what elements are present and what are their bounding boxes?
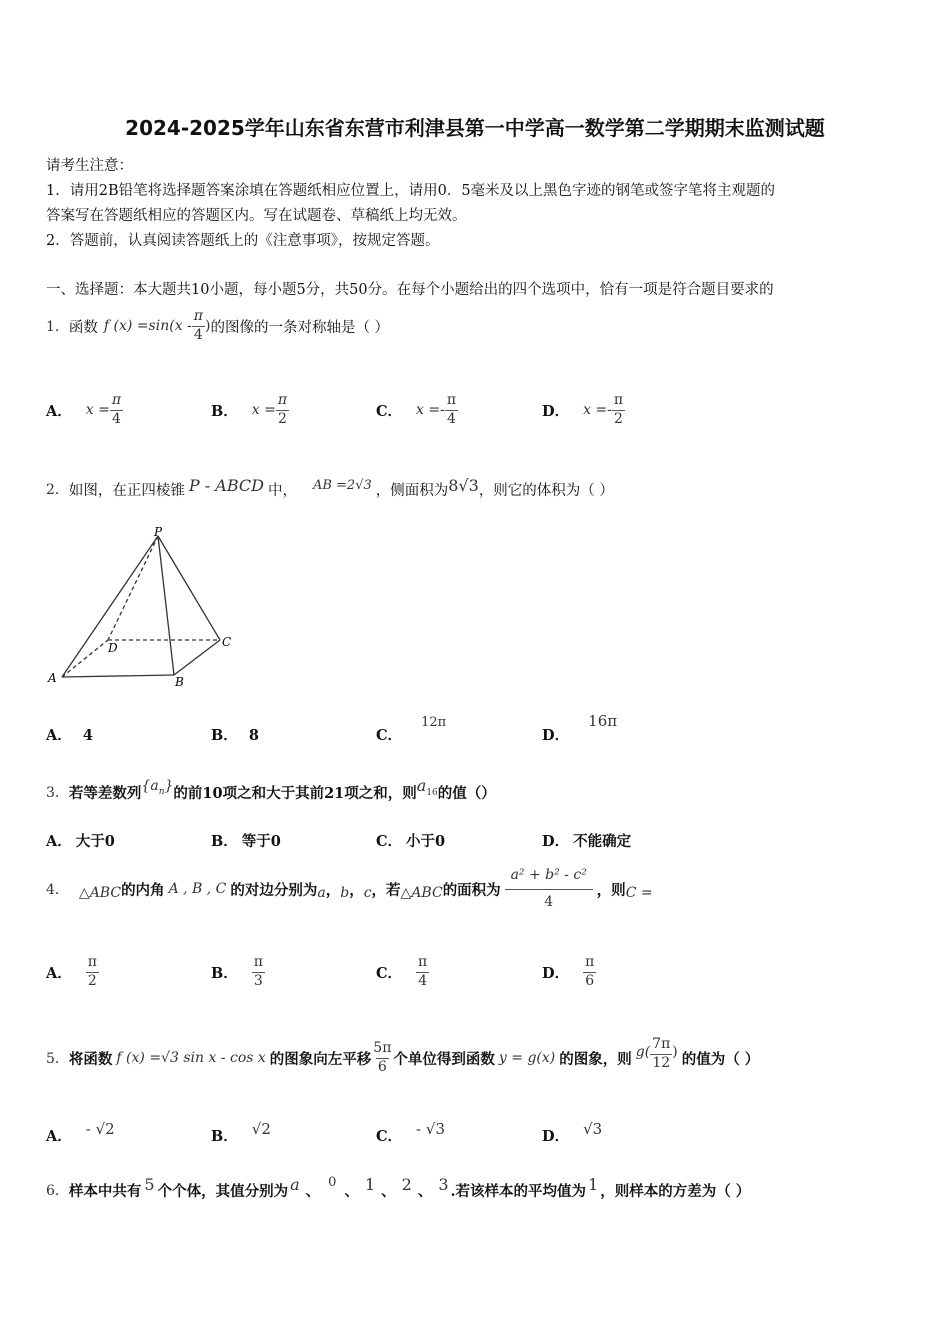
q6-p3: ，则样本的方差为（ ） [600,1182,751,1200]
q2-option-d-text: 16π [588,712,618,730]
q1-option-d[interactable] [542,388,625,432]
q6-sep1: 、 [305,1182,321,1200]
q5-prefix: 将函数 [68,1050,113,1068]
q5-option-a-text: - √2 [85,1120,115,1138]
q1-option-c-fraction [445,392,458,428]
q6-sep3: 、 [381,1182,396,1200]
q5-option-c[interactable] [376,1118,445,1152]
edge-pb [158,536,174,675]
q4-option-a[interactable] [46,950,99,994]
q4-option-c-fraction [416,954,429,990]
q5-g-close: ) [672,1044,678,1060]
edge-pd [108,536,158,640]
q5-mid: 的图象向左平移 [269,1050,372,1068]
q4-option-c[interactable] [376,950,429,994]
q4-p2: 的对边分别为 [230,881,318,899]
q4-option-d-num: π [585,954,595,970]
q5-mid2: 个单位得到函数 [393,1050,495,1068]
q2-area: 8√3 [448,475,479,495]
section-heading: 一、选择题：本大题共10小题，每小题5分，共50分。在每个小题给出的四个选项中，恰有一项是符合题目要求的 [46,282,774,298]
q4-p1: 的内角 [121,881,165,899]
q6-sep4: 、 [417,1182,433,1200]
q4-option-d-den: 6 [585,972,595,989]
q2-option-b-label: B． [211,727,238,744]
q2-solid: P - ABCD [188,475,264,495]
q3-term-sub: 16 [426,788,438,799]
q3-option-a-label: A． [46,833,72,850]
q3-option-d-label: D． [542,833,570,850]
q3-term [417,776,438,798]
question-4 [46,864,653,914]
q5-g-prefix: g( [635,1044,651,1060]
q4-angles: A , B , C [168,881,227,897]
q3-option-b[interactable] [211,830,281,851]
q2-option-c-text: 12π [421,715,447,730]
q4-option-a-fraction [86,954,99,990]
q3-option-c-label: C． [376,833,403,850]
q1-function-fraction [192,308,205,344]
q3-option-b-label: B． [211,833,238,850]
q1-option-a-fraction [110,392,123,428]
q4-option-c-label: C． [376,964,403,982]
q1-option-a-den: 4 [111,410,121,427]
q3-option-b-text: 等于0 [241,833,281,850]
q3-number: 3． [46,785,69,801]
q1-option-b-fraction [276,392,289,428]
q3-seq-close: } [164,777,174,794]
q4-side-c: c [363,885,372,901]
edge-bc [174,640,220,675]
q4-triangle: △ABC [78,885,122,901]
q1-option-d-fraction [612,392,625,428]
q1-fraction-num: π [193,308,203,324]
q1-option-b-num: π [277,392,288,408]
q5-option-c-text: - √3 [416,1120,445,1138]
q4-side-a: a [317,885,326,901]
q6-count: 5 [144,1174,155,1194]
q6-value-a: a [290,1174,300,1194]
q4-p3: ，若 [371,881,401,899]
q6-number: 6． [46,1183,69,1199]
q3-option-a-text: 大于0 [75,833,115,850]
q2-option-a-label: A． [46,727,72,744]
q4-option-a-num: π [87,954,97,970]
q4-triangle-2: △ABC [400,885,443,901]
q5-g-num: 7π [652,1036,671,1052]
q3-seq-sub: n [158,786,165,797]
q3-option-c-text: 小于0 [406,833,446,850]
q1-option-c-lhs: x =- [416,402,445,418]
q1-suffix: 的图像的一条对称轴是（ ） [210,319,390,336]
question-5 [46,1032,759,1084]
q3-option-a[interactable] [46,830,115,851]
q5-option-b-text: √2 [251,1120,271,1138]
q6-value-1: 1 [364,1174,376,1194]
edge-pc [158,536,220,640]
pyramid-figure [44,522,244,692]
q1-option-b-lhs: x = [251,402,276,418]
q5-option-c-label: C． [376,1127,403,1145]
q3-term-a: a [416,775,427,795]
q1-option-a-lhs: x = [85,402,110,418]
q4-ask: C = [625,885,653,901]
q1-number: 1． [46,319,69,335]
q2-option-d[interactable] [542,712,618,745]
q3-post: 的值（） [437,784,496,802]
q2-option-a-text: 4 [82,727,93,744]
q1-option-d-den: 2 [614,410,623,427]
q5-option-b[interactable] [211,1118,271,1152]
q4-option-b-label: B． [211,964,238,982]
q6-p2: .若该样本的平均值为 [450,1182,587,1200]
q1-prefix: 函数 [68,319,98,336]
q2-prefix: 如图，在正四棱锥 [68,482,185,499]
question-3 [46,776,496,808]
page-title: 2024-2025学年山东省东营市利津县第一中学高一数学第二学期期末监测试题 [125,116,825,140]
question-2 [46,472,614,506]
q4-area-num: a² + b² - c² [510,867,587,883]
q1-option-a[interactable] [46,388,123,432]
q5-function: f (x) =√3 sin x - cos x [116,1050,266,1066]
label-d: D [108,641,118,655]
label-b: B [175,675,184,689]
q5-option-d[interactable] [542,1118,602,1152]
q5-option-b-label: B． [211,1127,238,1145]
q6-value-2: 2 [401,1174,412,1194]
notice-heading: 请考生注意： [46,158,133,174]
q1-function: f (x) =sin(x - [103,318,192,334]
q1-option-b-den: 2 [277,410,287,427]
q4-option-b-den: 3 [253,972,263,989]
q4-number: 4． [46,882,69,898]
q2-option-a[interactable] [46,724,93,745]
q2-option-c-label: C． [376,727,403,744]
q4-area-fraction [505,867,593,911]
q5-option-a-label: A． [46,1127,72,1145]
q5-g-fraction [650,1036,672,1072]
q5-mid3: 的图象，则 [559,1050,632,1068]
q4-sep2: ， [349,881,364,899]
question-6 [46,1172,750,1208]
label-p: P [154,525,163,539]
q4-p4: 的面积为 [442,881,501,899]
q1-option-c[interactable] [376,388,458,432]
q1-option-d-label: D． [542,402,570,420]
q5-option-d-text: √3 [583,1120,603,1138]
q6-mean: 1 [588,1174,599,1194]
label-a: A [48,671,57,685]
q2-post2: ，则它的体积为（ ） [478,482,614,499]
q3-option-d[interactable] [542,830,631,851]
q3-mid: 的前10项之和大于其前21项之和，则 [173,784,417,802]
q1-option-c-den: 4 [447,410,456,427]
q6-value-3: 3 [438,1174,449,1194]
q4-option-d-label: D． [542,964,570,982]
q1-option-a-num: π [111,392,122,408]
q4-option-a-den: 2 [87,972,97,989]
q3-seq-open: {a [141,777,159,794]
q1-option-d-lhs: x =- [583,402,612,418]
q5-post: 的值为（ ） [681,1050,760,1068]
q1-option-c-label: C． [376,402,403,420]
q1-option-a-label: A． [46,402,72,420]
notice-line2: 2．答题前，认真阅读答题纸上的《注意事项》，按规定答题。 [46,233,440,249]
q4-option-d-fraction [583,954,596,990]
q6-p1: 个个体，其值分别为 [157,1182,289,1200]
q1-option-b-label: B． [211,402,238,420]
q6-sep2: 、 [344,1182,359,1200]
q6-value-0: 0 [328,1174,337,1190]
q4-option-c-num: π [418,954,428,970]
edge-pa [62,536,158,677]
q5-option-a[interactable] [46,1118,115,1152]
q3-option-d-text: 不能确定 [573,833,632,850]
q5-shift-num: 5π [373,1040,392,1056]
q2-option-d-label: D． [542,727,570,744]
q5-g-den: 12 [652,1054,671,1071]
edge-ad [62,640,108,677]
notice-line1b: 答案写在答题纸相应的答题区内。写在试题卷、草稿纸上均无效。 [46,208,467,224]
question-1 [46,304,389,348]
q4-option-c-den: 4 [418,972,428,989]
q2-option-b[interactable] [211,724,259,745]
q2-option-b-text: 8 [248,727,259,744]
q2-mid: 中， [267,482,297,499]
q1-option-c-num: π [446,392,457,408]
q4-option-a-label: A． [46,964,72,982]
q4-sep1: ， [325,881,341,899]
q6-prefix: 样本中共有 [68,1182,142,1200]
q5-option-d-label: D． [542,1127,570,1145]
q4-area-den: 4 [505,889,593,912]
q4-option-b-num: π [253,954,263,970]
q5-shift-den: 6 [377,1058,387,1075]
q4-option-b-fraction [252,954,265,990]
q2-post1: ，侧面积为 [375,482,449,499]
q5-number: 5． [46,1051,69,1067]
q1-option-d-num: π [613,392,624,408]
q4-option-b[interactable] [211,950,265,994]
q3-option-c[interactable] [376,830,445,851]
q2-number: 2． [46,482,69,498]
q1-function-close: ) [204,318,211,334]
q3-prefix: 若等差数列 [68,784,142,802]
q4-p5: ，则 [596,881,626,899]
q4-option-d[interactable] [542,950,596,994]
q4-side-b: b [340,885,350,901]
q5-shift-fraction [371,1040,393,1076]
edge-ab [62,675,174,677]
q1-fraction-den: 4 [193,326,203,343]
q5-g-function: y = g(x) [498,1050,556,1066]
q3-sequence [141,778,173,797]
q1-option-b[interactable] [211,388,289,432]
notice-line1a: 1．请用2B铅笔将选择题答案涂填在答题纸相应位置上，请用0．5毫米及以上黑色字迹的钢笔或签字笔将主观题的 [46,183,776,199]
label-c: C [222,635,232,649]
q2-ab: AB =2√3 [312,477,372,493]
